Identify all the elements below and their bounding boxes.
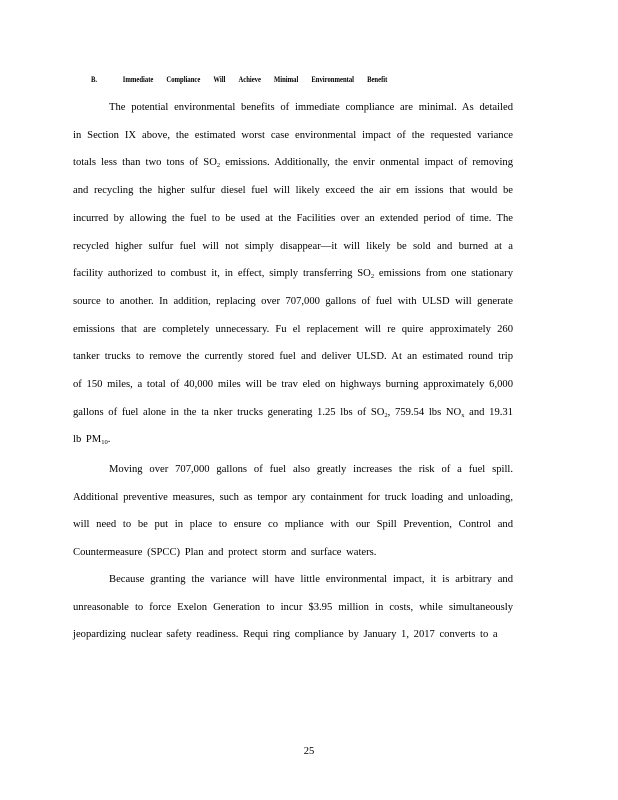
section-heading-word: Environmental [311, 74, 355, 84]
section-heading-word: Compliance [166, 74, 201, 84]
section-heading-word: Minimal [274, 74, 299, 84]
paragraph-environmental-benefits: The potential environmental benefits of immediate compliance are minimal. As detailed in Section IX above, the estimated worst case environmental impact of the requested variance totals less than two tons of $SO_2$ emissions. Additionally, the envir onmental impact of removing and recycling the higher sulfur diesel fuel will likely exceed the air em issions that would be incurred by allowing the fuel to be used at the Facilities over an extended period of time. The recycled higher sulfur fuel will not simply disappear—it will likely be sold and burned at a facility authorized to combust it, in effect, simply transferring $SO_2$ emissions from one stationary source to another. In addition, replacing over 707,000 gallons of fuel with ULSD will generate emissions that are completely unnecessary. Fu el replacement will re quire approximately 260 tanker trucks to remove the currently stored fuel and deliver ULSD. At an estimated round trip of 150 miles, a total of 40,000 miles will be trav eled on highways burning approximately 6,000 gallons of fuel alone in the ta nker trucks generating 1.25 lbs of $SO_2$, 759.54 lbs $NO_x$ and 19.31 lb $PM_{10}$. [73, 102, 513, 447]
section-heading-label: B. [91, 74, 98, 84]
section-heading-word: Benefit [367, 74, 388, 84]
paragraph-variance-argument: Because granting the variance will have little environmental impact, it is arbitrary and unreasonable to force Exelon Generation to incur $3.95 million in costs, while simultaneously jeopardizing nuclear safety readiness. Requi ring compliance by January 1, 2017 converts to a [73, 574, 513, 641]
section-heading-word: Will [213, 74, 226, 84]
section-heading [91, 74, 387, 84]
section-heading-word: Achieve [238, 74, 261, 84]
page-number: 25 [303, 746, 315, 757]
paragraph-fuel-spill-risk: Moving over 707,000 gallons of fuel also greatly increases the risk of a fuel spill. Additional preventive measures, such as tempor ary containment for truck loading and unloading, will need to be put in place to ensure co mpliance with our Spill Prevention, Control and Countermeasure (SPCC) Plan and protect storm and surface waters. [73, 464, 513, 559]
section-heading-word: Immediate [122, 74, 154, 84]
